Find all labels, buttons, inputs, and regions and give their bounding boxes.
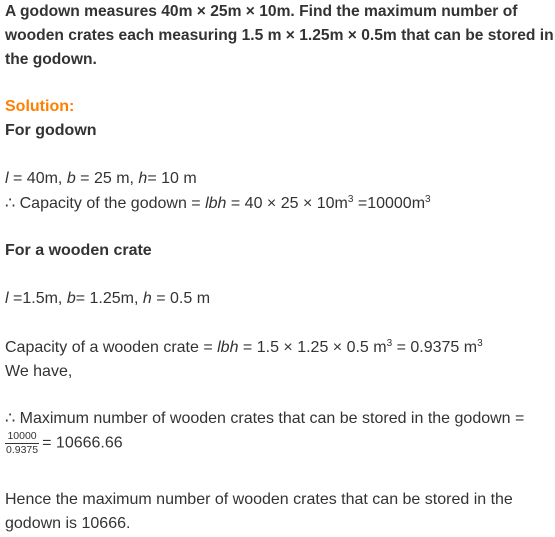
max-crates-line: ∴ Maximum number of wooden crates that can be stored in the godown = [5,410,525,427]
h-value: = 10 m [147,170,197,187]
h-value: = 0.5 m [151,290,211,307]
question-line-1: A godown measures 40m × 25m × 10m. Find the maximum number of [5,3,518,20]
crate-capacity-exp: 3 [386,338,393,349]
godown-capacity-result: =10000m [353,195,426,212]
fraction-result: = 10666.66 [42,434,123,452]
fraction-numerator: 10000 [5,430,39,444]
fraction-denominator: 0.9375 [6,444,39,456]
var-h: h [142,290,152,307]
var-b: b [66,170,76,187]
crate-heading: For a wooden crate [5,242,152,259]
question-line-3: the godown. [5,51,97,68]
l-value: = 40m, [8,170,67,187]
conclusion-line-2: godown is 10666. [5,515,131,532]
fraction [5,430,39,457]
var-l: l [5,290,9,307]
var-b: b [66,290,76,307]
godown-capacity-prefix: ∴ Capacity of the godown = [5,195,206,212]
godown-capacity [5,192,431,216]
godown-dimensions [5,167,197,191]
crate-dimensions [5,287,210,311]
crate-capacity [5,336,483,360]
var-l: l [5,170,9,187]
godown-capacity-exp: 3 [347,194,354,205]
crate-capacity-result: = 0.9375 m [392,339,478,356]
crate-capacity-prefix: Capacity of a wooden crate = [5,339,218,356]
solution-label: Solution: [5,98,75,115]
var-h: h [138,170,148,187]
godown-capacity-var: lbh [205,195,227,212]
godown-capacity-result-exp: 3 [425,194,431,205]
conclusion-line-1: Hence the maximum number of wooden crates that can be stored in the [5,491,513,508]
b-value: = 1.25m, [75,290,143,307]
crate-capacity-result-exp: 3 [477,338,483,349]
l-value: =1.5m, [8,290,67,307]
crate-capacity-var: lbh [217,339,239,356]
b-value: = 25 m, [75,170,139,187]
we-have: We have, [5,363,73,380]
crate-capacity-expr: = 1.5 × 1.25 × 0.5 m [238,339,387,356]
question-line-2: wooden crates each measuring 1.5 m × 1.25m × 0.5m that can be stored in [5,27,554,44]
fraction-line [5,430,123,457]
godown-capacity-expr: = 40 × 25 × 10m [226,195,348,212]
godown-heading: For godown [5,122,97,139]
